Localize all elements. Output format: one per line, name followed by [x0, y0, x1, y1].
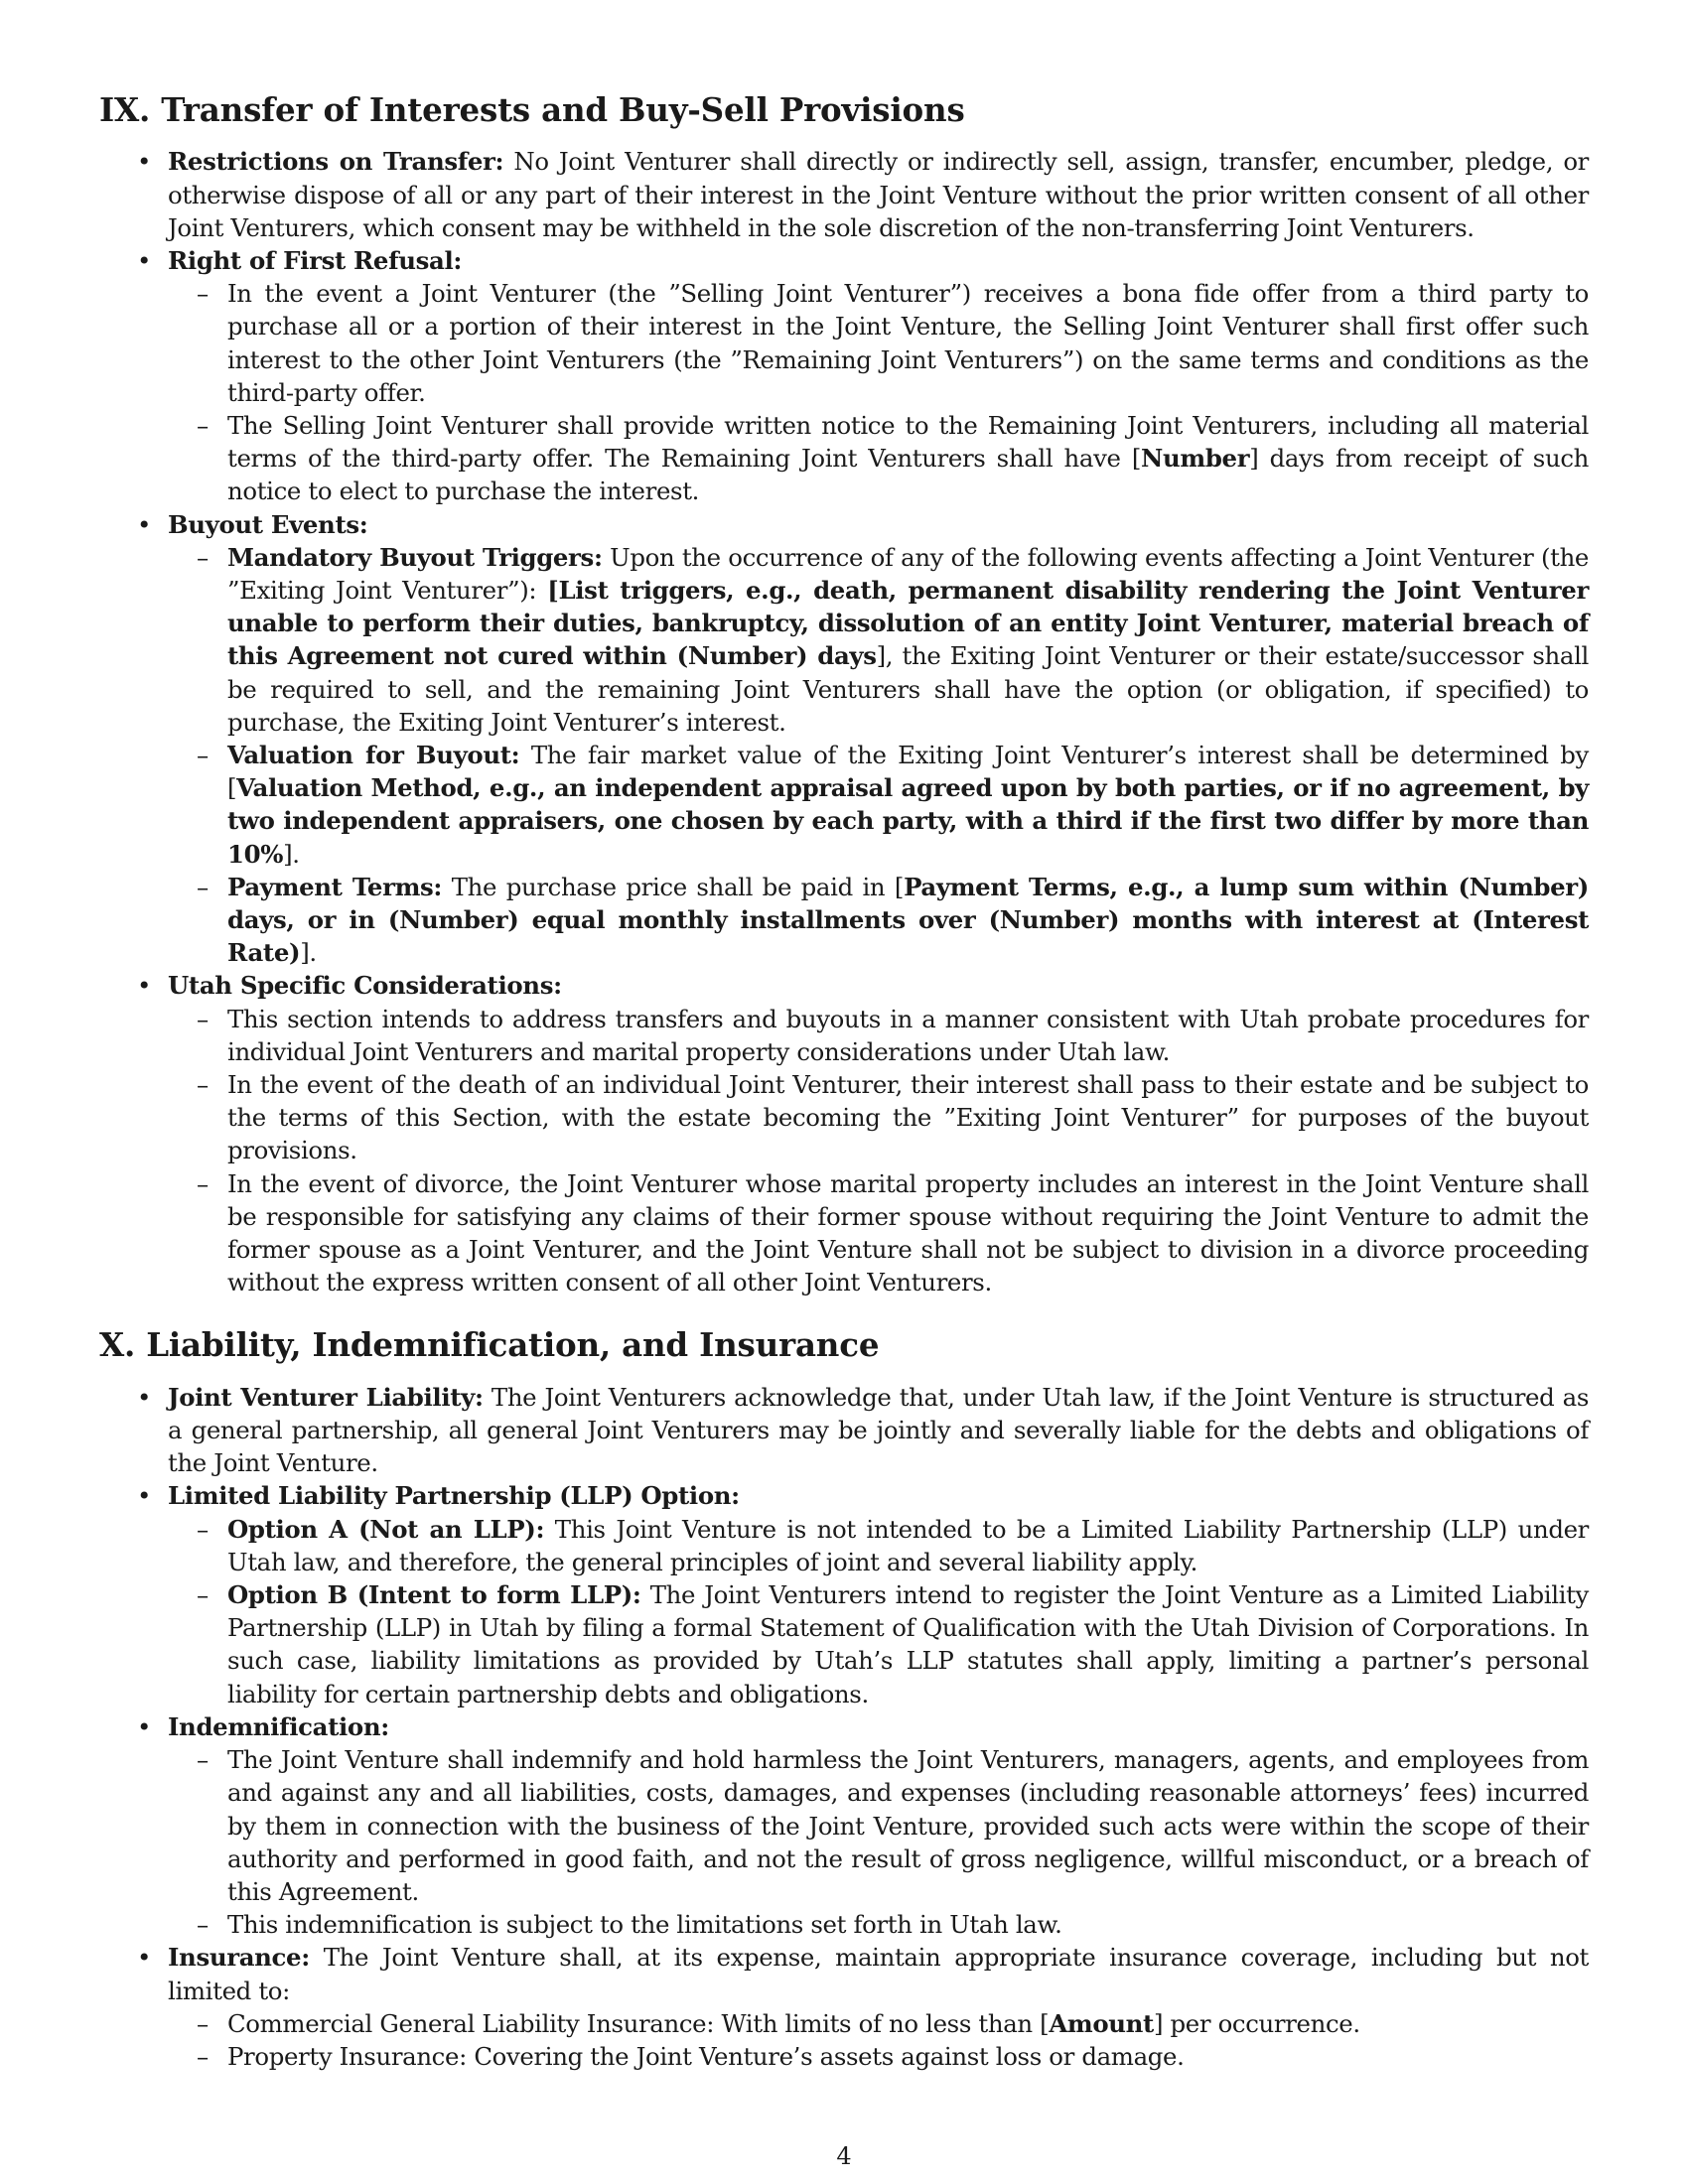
mandatory-buyout-text: Upon the occurrence of any of the following events affecting a Joint Venturer (the ”Exiting Joint Venturer”):	[227, 542, 1590, 606]
rofr-label: Right of First Refusal:	[168, 245, 463, 275]
payment-label: Payment Terms:	[227, 872, 443, 901]
jv-liability-label: Joint Venturer Liability:	[168, 1382, 484, 1412]
section-x-list	[99, 1381, 1589, 2073]
llp-option-a-text: This Joint Venture is not intended to be a Limited Liability Partnership (LLP) under Utah law, and therefore, the general principles of joint and several liability apply.	[227, 1514, 1589, 1576]
buyout-item	[99, 508, 1589, 970]
indemnification-subitem-2: – This indemnification is subject to the limitations set forth in Utah law.	[168, 1908, 1589, 1941]
utah-subitem-2: – In the event of the death of an individual Joint Venturer, their interest shall pass to their estate and be subject to the terms of this Section, with the estate becoming the ”Exiting Joint Venturer” for purposes of the buyout provisions.	[168, 1068, 1589, 1167]
rofr-subitem-2-text-end: ] days from receipt of such notice to elect to purchase the interest.	[227, 444, 1589, 506]
insurance-subitem-1-text-end: ] per occurrence.	[1153, 2008, 1360, 2038]
indemnification-label: Indemnification:	[168, 1711, 389, 1741]
valuation-text-end: ].	[283, 839, 300, 869]
insurance-item	[99, 1941, 1589, 2073]
payment-text: The purchase price shall be paid in [	[442, 872, 905, 901]
rofr-sublist	[168, 277, 1589, 507]
mandatory-buyout-placeholder: [List triggers, e.g., death, permanent disability rendering the Joint Venturer unable to perform their duties, bankruptcy, dissolution of an entity Joint Venturer, material breach of this Agreement not cured within (Number) days	[227, 576, 1589, 671]
indemnification-item	[99, 1710, 1589, 1941]
payment-placeholder: Payment Terms, e.g., a lump sum within (Number) days, or in (Number) equal monthly installments over (Number) months with interest at (Interest Rate)	[227, 872, 1589, 968]
page-number: 4	[836, 2142, 852, 2170]
document-page	[99, 91, 1589, 2073]
restrictions-item	[99, 145, 1589, 244]
mandatory-buyout-text-end: ], the Exiting Joint Venturer or their estate/successor shall be required to sell, and the remaining Joint Venturers shall have the option (or obligation, if specified) to purchase, the Exiting Joint Venturer’s interest.	[227, 641, 1589, 737]
insurance-subitem-1-text: Commercial General Liability Insurance: With limits of no less than [	[227, 2008, 1050, 2038]
llp-option-b-text: The Joint Venturers intend to register the Joint Venture as a Limited Liability Partnership (LLP) in Utah by filing a formal Statement of Qualification with the Utah Division of Corporations. In such case, liability limitations as provided by Utah’s LLP statutes shall apply, limiting a partner’s personal liability for certain partnership debts and obligations.	[227, 1580, 1589, 1708]
llp-sublist	[168, 1513, 1589, 1710]
jv-liability-text: The Joint Venturers acknowledge that, under Utah law, if the Joint Venture is structured as a general partnership, all general Joint Venturers may be jointly and severally liable for the debts and obligations of the Joint Venture.	[168, 1382, 1589, 1478]
valuation-text: The fair market value of the Exiting Joint Venturer’s interest shall be determined by [	[227, 741, 1589, 803]
restrictions-text: No Joint Venturer shall directly or indirectly sell, assign, transfer, encumber, pledge, or otherwise dispose of all or any part of their interest in the Joint Venture without the prior written consent of all other Joint Venturers, which consent may be withheld in the sole discretion of the non-transferring Joint Venturers.	[168, 147, 1589, 242]
insurance-text: The Joint Venture shall, at its expense, maintain appropriate insurance coverage, including but not limited to:	[168, 1943, 1589, 2005]
valuation-label: Valuation for Buyout:	[227, 741, 520, 770]
insurance-sublist	[168, 2007, 1589, 2073]
valuation-placeholder: Valuation Method, e.g., an independent appraisal agreed upon by both parties, or if no agreement, by two independent appraisers, one chosen by each party, with a third if the first two differ by more than 10%	[227, 773, 1589, 869]
payment-text-end: ].	[300, 938, 317, 968]
insurance-label: Insurance:	[168, 1943, 310, 1973]
utah-sublist	[168, 1003, 1589, 1299]
valuation-subitem	[168, 739, 1589, 871]
restrictions-label: Restrictions on Transfer:	[168, 147, 504, 177]
jv-liability-item	[99, 1381, 1589, 1480]
rofr-number-placeholder: Number	[1141, 444, 1250, 474]
insurance-amount-placeholder: Amount	[1049, 2008, 1154, 2038]
utah-subitem-3: – In the event of divorce, the Joint Venturer whose marital property includes an interest in the Joint Venture shall be responsible for satisfying any claims of their former spouse without requiring the Joint Venture to admit the former spouse as a Joint Venturer, and the Joint Venture shall not be subject to division in a divorce proceeding without the express written consent of all other Joint Venturers.	[168, 1167, 1589, 1299]
utah-label: Utah Specific Considerations:	[168, 971, 562, 1001]
llp-option-a-label: Option A (Not an LLP):	[227, 1514, 545, 1544]
utah-subitem-1: – This section intends to address transfers and buyouts in a manner consistent with Utah probate procedures for individual Joint Venturers and marital property considerations under Utah law.	[168, 1003, 1589, 1068]
llp-option-b	[168, 1578, 1589, 1710]
llp-item	[99, 1479, 1589, 1709]
rofr-subitem-2-text: The Selling Joint Venturer shall provide written notice to the Remaining Joint Venturers, including all material terms of the third-party offer. The Remaining Joint Venturers shall have [	[227, 411, 1589, 474]
indemnification-subitem-1: – The Joint Venture shall indemnify and hold harmless the Joint Venturers, managers, agents, and employees from and against any and all liabilities, costs, damages, and expenses (including reasonable attorneys’ fees) incurred by them in connection with the business of the Joint Venture, provided such acts were within the scope of their authority and performed in good faith, and not the result of gross negligence, willful misconduct, or a breach of this Agreement.	[168, 1743, 1589, 1908]
insurance-subitem-2: – Property Insurance: Covering the Joint Venture’s assets against loss or damage.	[168, 2040, 1589, 2073]
section-x-heading: X. Liability, Indemnification, and Insurance	[99, 1325, 880, 1365]
indemnification-sublist	[168, 1743, 1589, 1941]
payment-subitem	[168, 871, 1589, 970]
section-ix-heading: IX. Transfer of Interests and Buy-Sell Provisions	[99, 90, 965, 129]
mandatory-buyout-label: Mandatory Buyout Triggers:	[227, 542, 603, 572]
llp-option-a	[168, 1513, 1589, 1578]
buyout-sublist	[168, 541, 1589, 970]
rofr-subitem-2	[168, 409, 1589, 508]
section-ix-list	[99, 145, 1589, 1298]
mandatory-buyout-subitem	[168, 541, 1589, 739]
buyout-label: Buyout Events:	[168, 509, 368, 539]
llp-label: Limited Liability Partnership (LLP) Option:	[168, 1481, 740, 1511]
insurance-subitem-1	[168, 2007, 1589, 2040]
rofr-subitem-1: – In the event a Joint Venturer (the ”Selling Joint Venturer”) receives a bona fide offer from a third party to purchase all or a portion of their interest in the Joint Venture, the Selling Joint Venturer shall first offer such interest to the other Joint Venturers (the ”Remaining Joint Venturers”) on the same terms and conditions as the third-party offer.	[168, 277, 1589, 409]
utah-item	[99, 969, 1589, 1298]
rofr-item	[99, 244, 1589, 508]
llp-option-b-label: Option B (Intent to form LLP):	[227, 1580, 641, 1610]
